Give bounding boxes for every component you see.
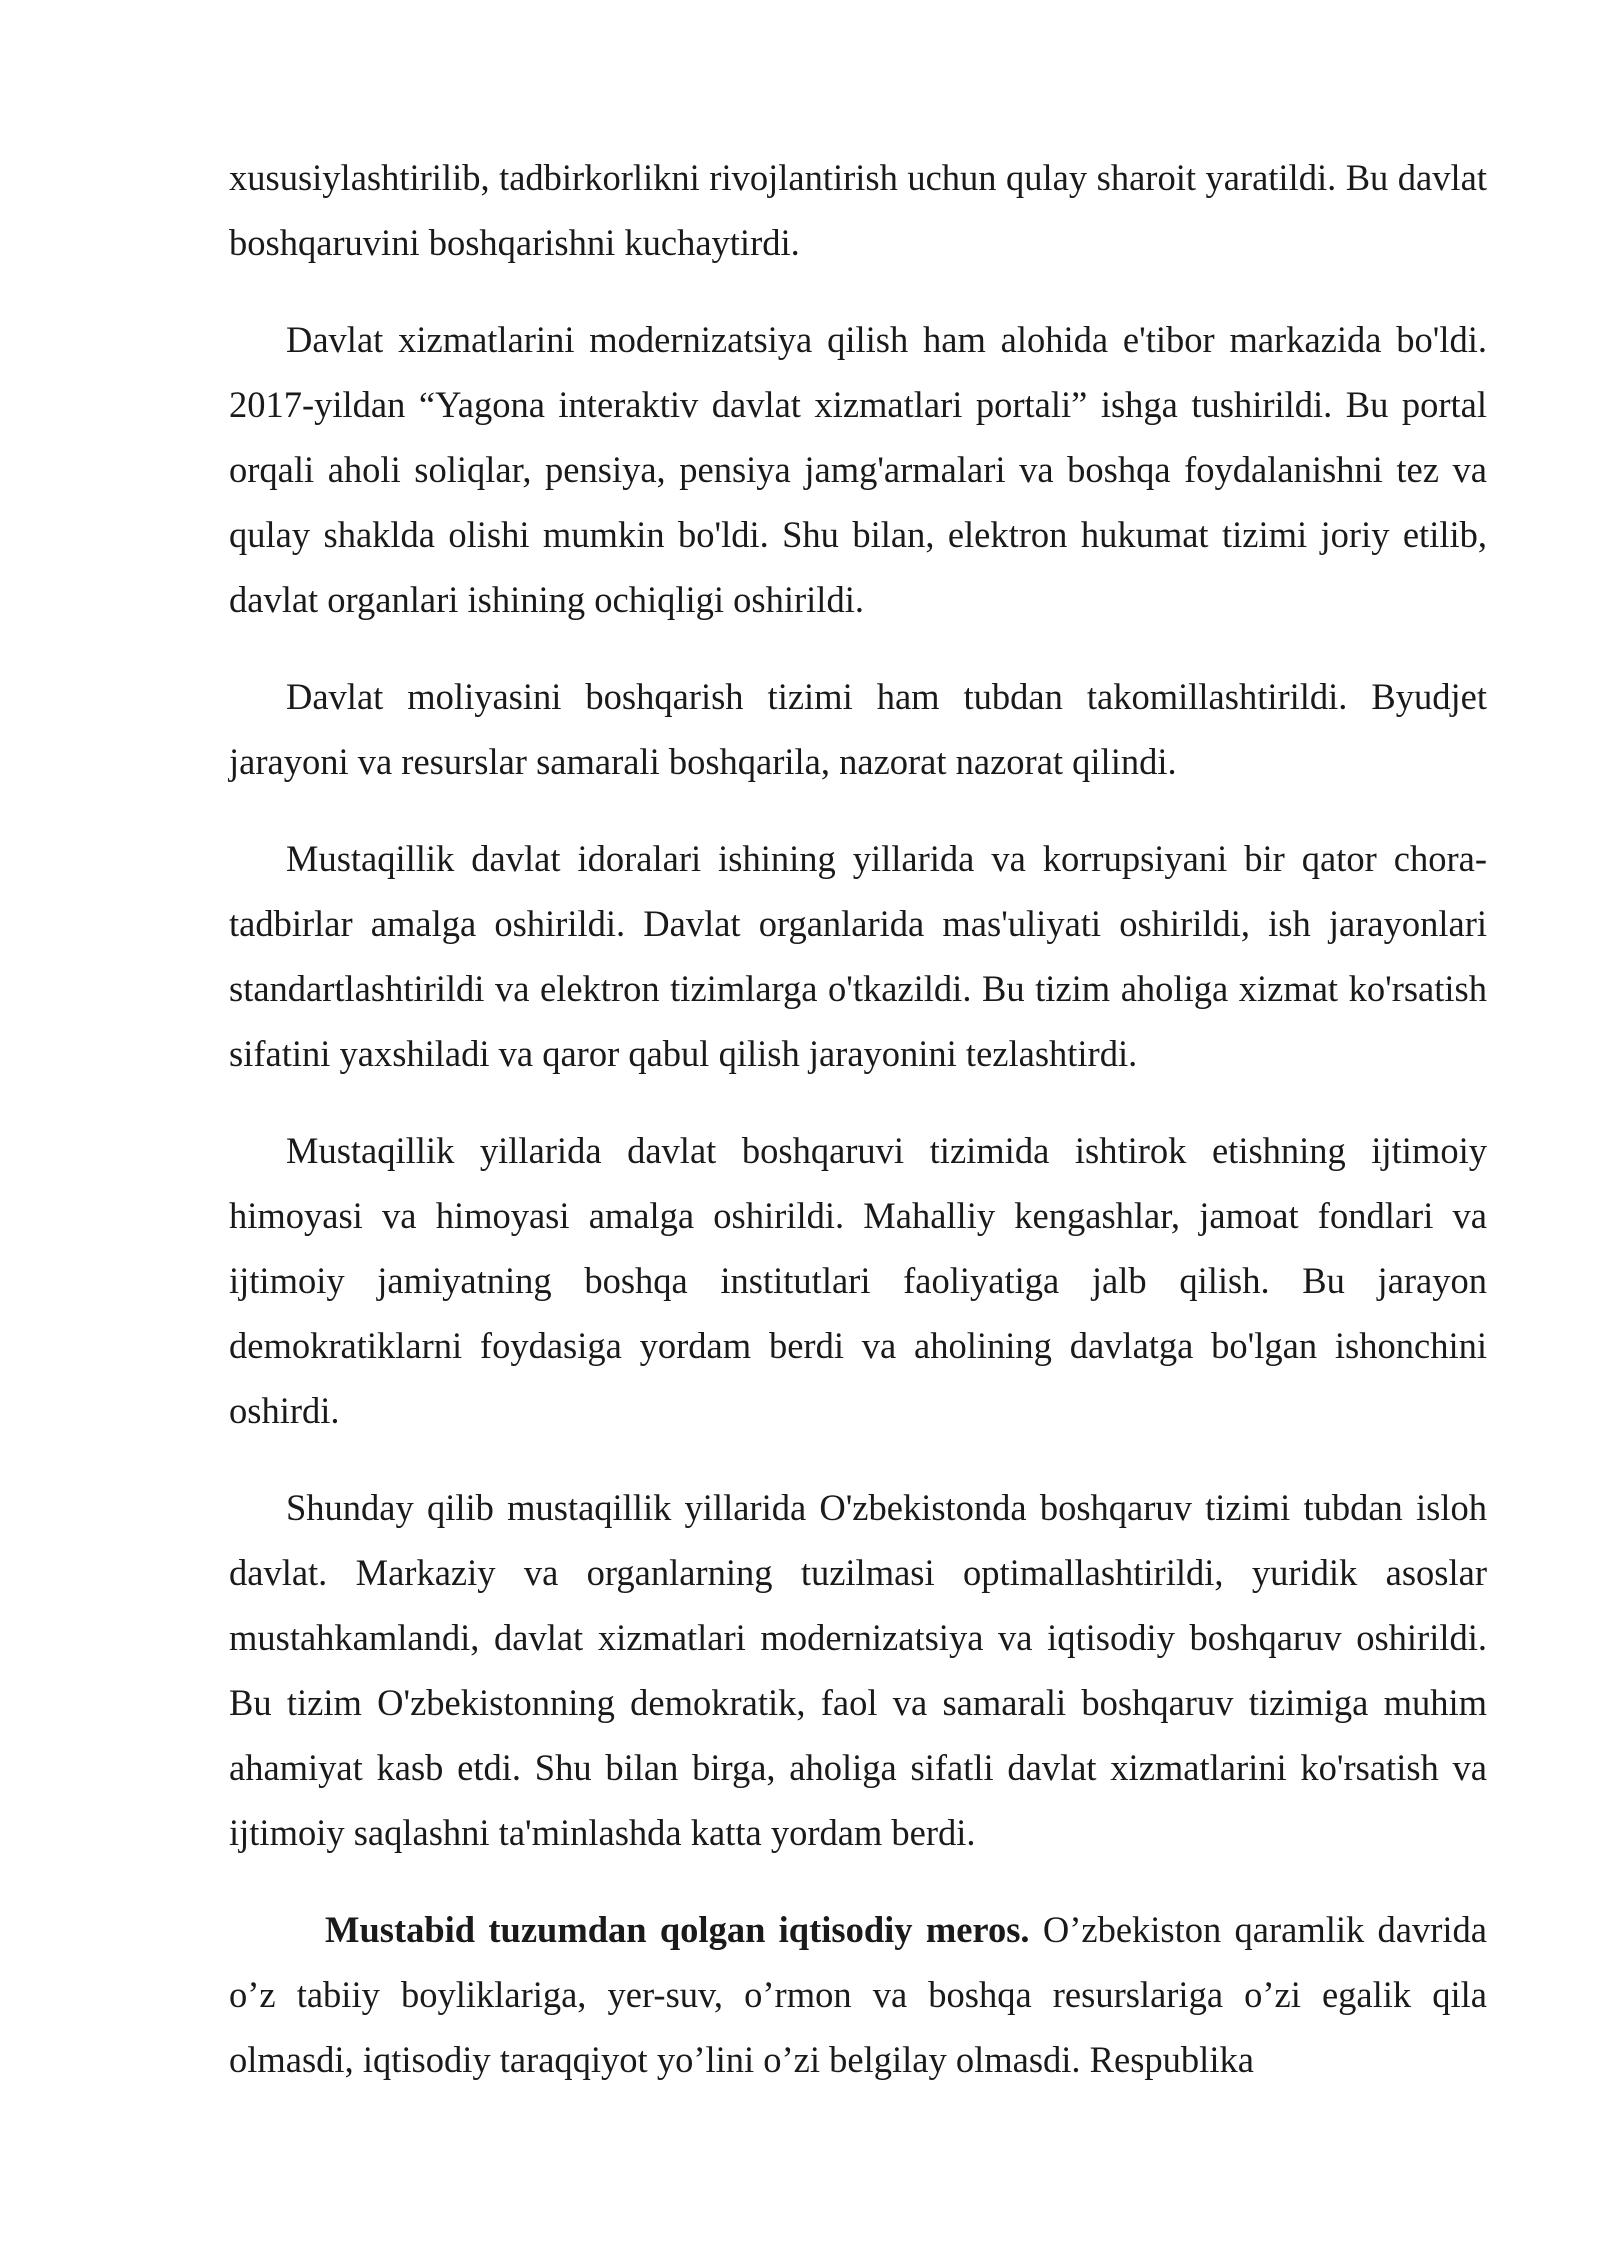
paragraph-2: Davlat xizmatlarini modernizatsiya qilish ham alohida e'tibor markazida bo'ldi. 2017-yildan “Yagona interaktiv davlat xizmatlari portali” ishga tushirildi. Bu portal orqali aholi soliqlar, pensiya, pensiya jamg'armalari va boshqa foydalanishni tez va qulay shaklda olishi mumkin bo'ldi. Shu bilan, elektron hukumat tizimi joriy etilib, davlat organlari ishining ochiqligi oshirildi. bbox=[229, 319, 1487, 620]
paragraph-4: Mustaqillik davlat idoralari ishining yillarida va korrupsiyani bir qator chora-tadbirlar amalga oshirildi. Davlat organlarida mas'uliyati oshirildi, ish jarayonlari standartlashtirildi va elektron tizimlarga o'tkazildi. Bu tizim aholiga xizmat ko'rsatish sifatini yaxshiladi va qaror qabul qilish jarayonini tezlashtirdi. bbox=[229, 838, 1487, 1074]
paragraph-5: Mustaqillik yillarida davlat boshqaruvi tizimida ishtirok etishning ijtimoiy himoyasi va himoyasi amalga oshirildi. Mahalliy kengashlar, jamoat fondlari va ijtimoiy jamiyatning boshqa institutlari faoliyatiga jalb qilish. Bu jarayon demokratiklarni foydasiga yordam berdi va aholining davlatga bo'lgan ishonchini oshirdi. bbox=[229, 1130, 1487, 1431]
paragraph-3: Davlat moliyasini boshqarish tizimi ham tubdan takomillashtirildi. Byudjet jarayoni va resurslar samarali boshqarila, nazorat nazorat qilindi. bbox=[229, 676, 1487, 782]
section-heading: Mustabid tuzumdan qolgan iqtisodiy meros. bbox=[325, 1909, 1030, 1950]
paragraph-7-text: O’zbekiston qaramlik davrida o’z tabiiy boyliklariga, yer-suv, o’rmon va boshqa resurslariga o’zi egalik qila olmasdi, iqtisodiy taraqqiyot yo’lini o’zi belgilay olmasdi. Respublika bbox=[229, 1909, 1488, 2080]
paragraph-7 bbox=[229, 1897, 1487, 2092]
paragraph-6: Shunday qilib mustaqillik yillarida O'zbekistonda boshqaruv tizimi tubdan isloh davlat. Markaziy va organlarning tuzilmasi optimallashtirildi, yuridik asoslar mustahkamlandi, davlat xizmatlari modernizatsiya va iqtisodiy boshqaruv oshirildi. Bu tizim O'zbekistonning demokratik, faol va samarali boshqaruv tizimiga muhim ahamiyat kasb etdi. Shu bilan birga, aholiga sifatli davlat xizmatlarini ko'rsatish va ijtimoiy saqlashni ta'minlashda katta yordam berdi. bbox=[229, 1487, 1487, 1853]
document-page bbox=[229, 145, 1487, 2124]
paragraph-1: xususiylashtirilib, tadbirkorlikni rivojlantirish uchun qulay sharoit yaratildi. Bu davlat boshqaruvini boshqarishni kuchaytirdi. bbox=[229, 157, 1487, 263]
